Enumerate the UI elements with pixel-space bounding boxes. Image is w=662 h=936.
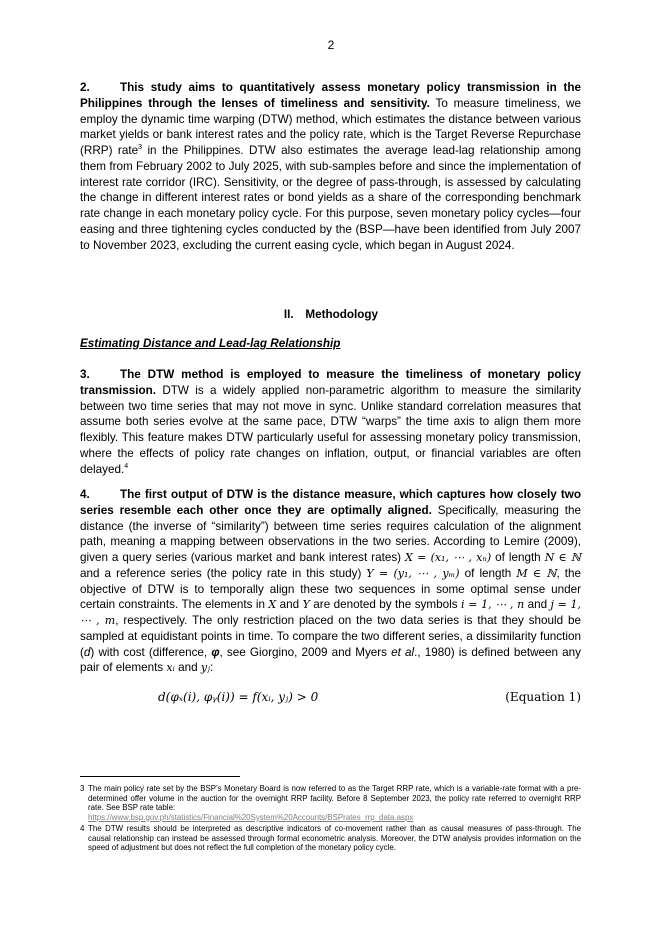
paragraph-3 [80, 367, 581, 477]
paragraph-lead: The first output of DTW is the distance measure, which captures how closely two series resemble each other once they are optimally aligned. [80, 488, 581, 517]
math-query-series: X = (x₁, ⋯ , xₙ) [405, 551, 492, 564]
paragraph-text: To measure timeliness, we employ the dynamic time warping (DTW) method, which estimates the distance between various market yields or bank interest rates and the policy rate, which is the Target Reverse Repurchase (RRP) rate [80, 96, 581, 157]
math-length-n: N ∈ ℕ [544, 551, 581, 564]
paragraph-text: and a reference series (the policy rate in this study) [80, 566, 367, 580]
math-reference-series: Y = (y₁, ⋯ , yₘ) [366, 566, 460, 580]
equation-expression: d(φₓ(i), φᵧ(i)) = f(xᵢ, yⱼ) > 0 [158, 690, 319, 704]
math-index-i: i = 1, ⋯ , n [461, 598, 525, 612]
math-phi: φ [211, 645, 220, 659]
footnote-ref-4[interactable]: 4 [124, 462, 129, 470]
math-yj: yⱼ [200, 661, 210, 675]
paragraph-text: are denoted by the symbols [309, 598, 462, 612]
footnote-text: The DTW results should be interpreted as descriptive indicators of co-movement rather than as causal measures of pass-through. The causal relationship can instead be assessed through formal econometric analysis. Moreover, the DTW analysis provides information on the speed of adjustment but does not reflect the full completion of the monetary policy cycle. [88, 824, 581, 853]
paragraph-2 [80, 80, 581, 253]
paragraph-text: of length [491, 551, 545, 564]
math-length-m: M ∈ ℕ [516, 566, 557, 580]
paragraph-text: , see Giorgino, 2009 and Myers [219, 645, 392, 659]
equation-label: (Equation 1) [505, 690, 581, 704]
paragraph-number: 4. [80, 488, 90, 501]
paragraph-text: Specifically, measuring the distance (the inverse of “similarity”) between time series requires calculation of the alignment path, meaning a mapping between observations in the two series. According to Lemire (2009), given a query series (various market and bank interest rates) [80, 503, 581, 564]
footnote-3 [80, 784, 581, 822]
paragraph-text: DTW is a widely applied non-parametric algorithm to measure the similarity between two time series that may not move in sync. Unlike standard correlation measures that assume both series evolve at the same pace, DTW “warps” the time axis to align them more flexibly. This feature makes DTW particularly useful for assessing monetary policy transmission, where the effects of policy rate changes on inflation, output, or financial variables are often delayed. [80, 383, 581, 476]
paragraph-text: and [524, 598, 551, 612]
paragraph-text: : [209, 661, 214, 675]
et-al: et al [391, 645, 415, 659]
paragraph-number: 2. [80, 81, 90, 94]
paragraph-text: ., 1980) is defined between any pair of elements [80, 645, 581, 675]
math-xi: xᵢ [166, 661, 175, 675]
paragraph-text: and [174, 661, 201, 675]
paragraph-text: of length [459, 566, 517, 580]
subheading: Estimating Distance and Lead-lag Relationship [80, 337, 341, 350]
paragraph-lead: The DTW method is employed to measure the timeliness of monetary policy transmission. [80, 368, 581, 397]
math-index-j: j = 1, ⋯ , m [80, 598, 582, 627]
math-symbol-x: X [268, 598, 277, 612]
paragraph-lead: This study aims to quantitatively assess monetary policy transmission in the Philippines through the lenses of timeliness and sensitivity. [80, 81, 581, 110]
page-number: 2 [327, 38, 335, 52]
footnote-number: 3 [80, 784, 85, 793]
paragraph-4 [80, 487, 581, 676]
math-symbol-y: Y [302, 598, 310, 612]
footnote-ref-3[interactable]: 3 [138, 144, 142, 152]
footnote-4 [80, 824, 581, 853]
paragraph-text: ) with cost (difference, [90, 645, 212, 659]
paragraph-text: , the objective of DTW is to temporally align these two sequences in some optimal sense under certain constraints. The elements in [80, 566, 581, 612]
paragraph-number: 3. [80, 368, 90, 381]
footnote-number: 4 [80, 824, 85, 833]
math-d: d [83, 645, 91, 659]
paragraph-text: in the Philippines. DTW also estimates the average lead-lag relationship among them from February 2002 to July 2025, with sub-samples before and since the implementation of interest rate corridor (IRC). Sensitivity, or the degree of pass-through, is assessed by calculating the change in different interest rates or bond yields as a share of the corresponding benchmark rate change in each monetary policy cycle. For this purpose, seven monetary policy cycles—four easing and three tightening cycles conducted by the (BSP—have been identified from July 2007 to November 2023, excluding the current easing cycle, which began in August 2024. [80, 144, 581, 252]
paragraph-text: , respectively. The only restriction placed on the two data series is that they should be sampled at equidistant points in time. To compare the two different series, a dissimilarity function ( [80, 614, 581, 659]
footnote-link[interactable]: https://www.bsp.gov.ph/statistics/Financial%20System%20Accounts/BSPrates_rrp_data.aspx [88, 812, 414, 822]
paragraph-text: and [276, 598, 303, 612]
section-heading: II. Methodology [283, 308, 379, 321]
footnote-text: The main policy rate set by the BSP’s Monetary Board is now referred to as the Target RRP rate, which is a variable-rate format with a pre-determined offer volume in the auction for the overnight RRP facility. Before 8 September 2023, the policy rate referred to overnight RRP rate. See BSP rate table: [88, 784, 581, 813]
footnote-divider [80, 776, 240, 777]
equation-1 [80, 690, 581, 710]
